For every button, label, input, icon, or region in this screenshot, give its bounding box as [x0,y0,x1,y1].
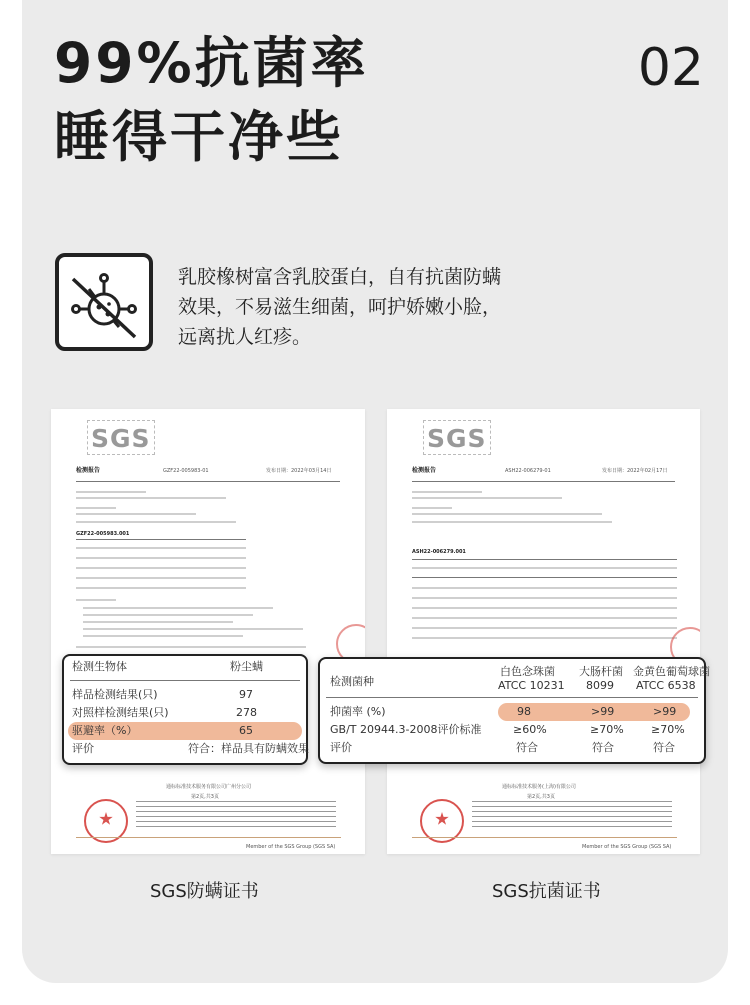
row-label: GB/T 20944.3-2008评价标准 [330,723,482,736]
header-candida: 白色念珠菌 [500,665,555,678]
fine-print [136,826,336,827]
row-value: ≥70% [590,723,624,736]
table-line [412,617,677,619]
text-line [76,497,226,499]
divider [412,559,677,560]
no-bacteria-icon [55,253,153,351]
fine-print [472,821,672,822]
header-organism: 检测生物体 [72,660,127,673]
section-id: GZF22-005983.001 [76,531,130,537]
report-title: 检测报告 [412,467,437,474]
footer-member: Member of the SGS Group (SGS SA) [246,844,336,850]
footer-company: 通标标准技术服务有限公司广州分公司 [166,784,252,790]
row-value: 符合 [592,741,614,754]
footer-member: Member of the SGS Group (SGS SA) [582,844,672,850]
table-line [76,587,246,589]
fine-print [136,811,336,812]
row-label: 样品检测结果(只) [72,688,158,701]
row-label: 评价 [330,741,352,754]
desc-line-3: 远离扰人红疹。 [178,326,312,348]
report-number: ASH22-006279-01 [505,468,551,474]
row-label: 对照样检测结果(只) [72,706,169,719]
text-line [412,497,562,499]
text-line [76,491,146,493]
text-line [412,491,482,493]
antibacterial-certificate [387,409,700,854]
header-dust-mite: 粉尘螨 [230,660,263,673]
table-header-row2 [320,679,704,693]
report-date: 发布日期：2022年03月14日 [266,468,332,474]
footer-page: 第2页,共3页 [527,794,555,800]
row-value: 65 [239,724,253,737]
feature-description [178,262,538,352]
header-ecoli: 大肠杆菌 [579,665,623,678]
heading-line-1: 99%抗菌率 [54,31,369,95]
footer-company: 通标标准技术服务(上海)有限公司 [502,784,576,790]
sgs-logo: SGS [427,424,487,453]
report-date: 发布日期：2022年02月17日 [602,468,668,474]
text-line [76,646,306,648]
footer-page: 第2页,共3页 [191,794,219,800]
table-line [412,597,677,599]
report-title: 检测报告 [76,467,101,474]
text-line [83,614,253,616]
header-candida-strain: ATCC 10231 [498,679,565,692]
divider [76,539,246,540]
caption-antibacterial: SGS抗菌证书 [492,881,601,902]
header-staph-strain: ATCC 6538 [636,679,696,692]
table-row [64,740,309,758]
text-line [83,621,233,623]
divider [70,680,300,681]
table-row [64,686,306,704]
row-value: 98 [517,705,531,718]
table-row [320,721,704,739]
heading-line-2: 睡得干净些 [54,105,345,169]
section-number: 02 [637,38,704,98]
table-row [320,739,704,757]
table-row [64,704,306,722]
text-line [83,628,303,630]
table-line [76,577,246,579]
table-line [412,627,677,629]
text-line [76,513,196,515]
row-value: 符合：样品具有防螨效果 [188,742,309,755]
table-line [412,567,677,569]
divider [326,697,698,698]
fine-print [472,806,672,807]
divider [412,577,677,578]
divider [76,481,340,482]
row-label: 评价 [72,742,94,755]
header-strain: 检测菌种 [330,675,374,688]
table-line [412,637,677,639]
text-line [83,607,273,609]
fine-print [472,801,672,802]
anti-mite-certificate [51,409,365,854]
text-line [76,599,116,601]
fine-print [136,806,336,807]
desc-line-1: 乳胶橡树富含乳胶蛋白，自有抗菌防螨 [178,266,502,288]
caption-anti-mite: SGS防螨证书 [150,881,259,902]
fine-print [136,801,336,802]
row-value: ≥60% [513,723,547,736]
fine-print [472,816,672,817]
row-value: 符合 [516,741,538,754]
fine-print [136,816,336,817]
table-line [76,547,246,549]
table-header [64,658,306,676]
text-line [76,521,236,523]
table-line [76,567,246,569]
row-value: >99 [653,705,677,718]
bacteria-result-magnifier [318,657,710,764]
row-value: 97 [239,688,253,701]
footer-line [76,837,341,838]
row-value: 符合 [653,741,675,754]
text-line [76,507,116,509]
table-line [76,557,246,559]
header-staph: 金黄色葡萄球菌 [633,665,710,678]
text-line [412,507,452,509]
row-value: 278 [236,706,257,719]
desc-line-2: 效果，不易滋生细菌，呵护娇嫩小脸， [178,296,502,318]
header-ecoli-strain: 8099 [586,679,614,692]
table-row [320,703,704,721]
table-line [412,607,677,609]
row-label: 抑菌率 (%) [330,705,386,718]
row-value: >99 [591,705,615,718]
divider [412,481,675,482]
fine-print [472,826,672,827]
row-value: ≥70% [651,723,685,736]
sgs-logo: SGS [91,424,151,453]
repellency-row-highlighted [68,722,302,740]
section-id: ASH22-006279.001 [412,549,466,555]
table-line [412,587,677,589]
text-line [412,521,612,523]
row-label: 驱避率（%） [72,724,138,737]
text-line [412,513,602,515]
fine-print [136,821,336,822]
mite-result-magnifier [62,654,308,765]
fine-print [472,811,672,812]
footer-line [412,837,677,838]
report-number: GZF22-005983-01 [163,468,209,474]
table-header-row1 [320,665,710,679]
text-line [83,635,243,637]
